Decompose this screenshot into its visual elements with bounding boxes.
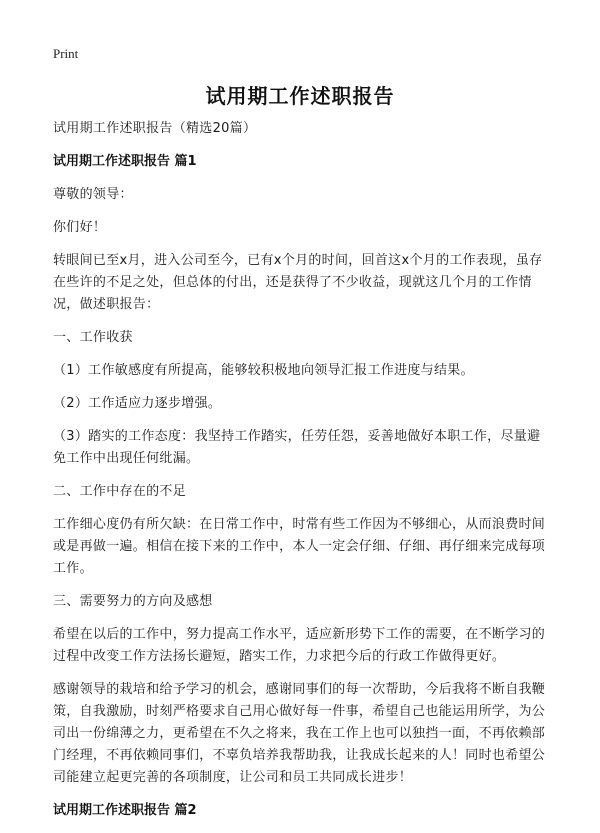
part3-paragraph-2: 感谢领导的栽培和给予学习的机会，感谢同事们的每一次帮助，今后我将不断自我鞭策，自我激励，时刻严格要求自己用心做好每一件事，希望自己也能运用所学，为公司出一份绵薄之力，更希望在不久之将来，我在工作上也可以独挡一面，不再依赖部门经理，不再依赖同事们，不辜负培养我帮助我，让我成长起来的人！同时也希望公司能建立起更完善的各项制度，让公司和员工共同成长进步！ — [53, 682, 546, 785]
part1-heading: 一、工作收获 — [53, 330, 133, 345]
intro-paragraph: 转眼间已至x月，进入公司至今，已有x个月的时间，回首这x个月的工作表现，虽存在些许的不足之处，但总体的付出，还是获得了不少收益，现就这几个月的工作情况，做述职报告： — [53, 253, 543, 312]
print-link[interactable]: Print — [53, 46, 79, 61]
section-heading-1: 试用期工作述职报告 篇1 — [53, 154, 197, 169]
part2-heading: 二、工作中存在的不足 — [53, 484, 187, 499]
document-body — [53, 118, 553, 833]
document-subtitle: 试用期工作述职报告（精选20篇） — [53, 121, 257, 136]
part1-item-2: （2）工作适应力逐步增强。 — [53, 396, 222, 411]
part1-item-3: （3）踏实的工作态度：我坚持工作踏实，任劳任怨，妥善地做好本职工作，尽量避免工作中出现任何纰漏。 — [53, 429, 541, 466]
page-title: 试用期工作述职报告 — [205, 84, 395, 108]
salutation: 尊敬的领导： — [53, 187, 133, 202]
part3-paragraph-1: 希望在以后的工作中，努力提高工作水平，适应新形势下工作的需要，在不断学习的过程中改变工作方法扬长避短，踏实工作，力求把今后的行政工作做得更好。 — [53, 627, 546, 664]
part1-item-1: （1）工作敏感度有所提高，能够较积极地向领导汇报工作进度与结果。 — [53, 363, 474, 378]
part3-heading: 三、需要努力的方向及感想 — [53, 594, 213, 609]
greeting: 你们好！ — [53, 220, 107, 235]
part2-paragraph: 工作细心度仍有所欠缺：在日常工作中，时常有些工作因为不够细心，从而浪费时间或是再做一遍。相信在接下来的工作中，本人一定会仔细、仔细、再仔细来完成每项工作。 — [53, 517, 546, 576]
section-heading-2: 试用期工作述职报告 篇2 — [53, 803, 197, 818]
